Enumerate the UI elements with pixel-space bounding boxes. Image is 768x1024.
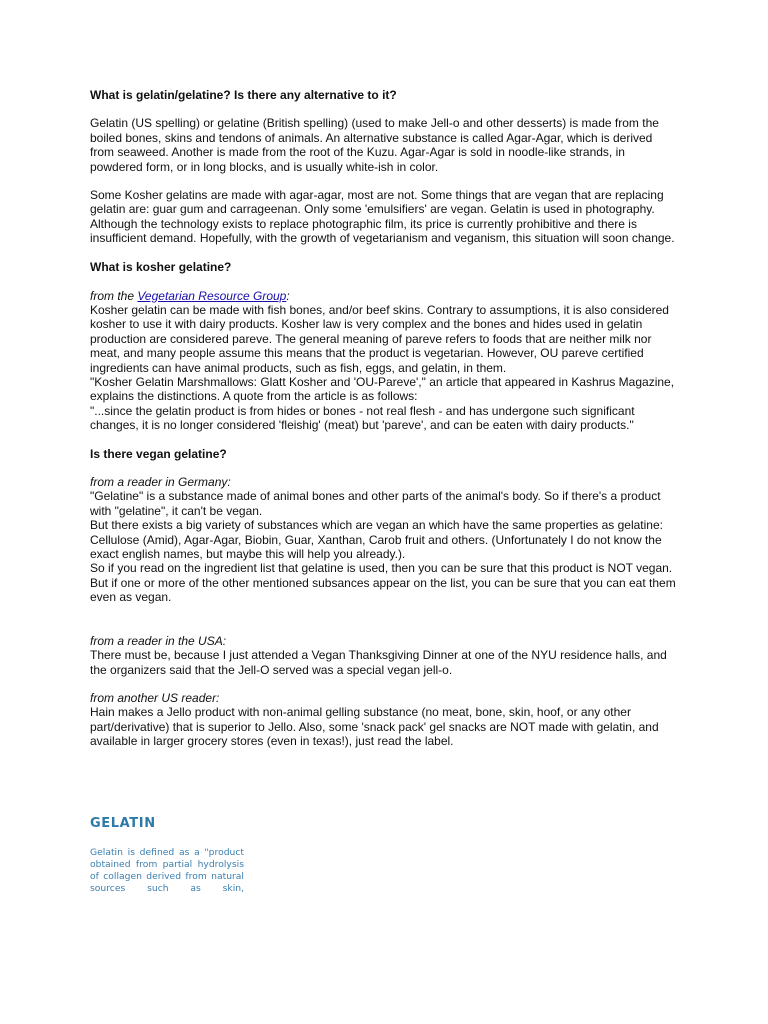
source-suffix: :	[286, 288, 290, 303]
paragraph-kosher-gelatin: Kosher gelatin can be made with fish bones, and/or beef skins. Contrary to assumptions, it is also considered kosher to use it with dairy products. Kosher law is very complex and the bones and hides used in gelatin production are considered pareve. The general meaning of pareve refers to foods that are neither milk nor meat, and many people assume this means that the product is vegetarian. However, OU pareve certified ingredients can have animal products, such as fish, eggs, and gelatin, in them.	[90, 302, 669, 375]
paragraph-kashrus-article: "Kosher Gelatin Marshmallows: Glatt Kosher and 'OU-Pareve'," an article that appeared in Kashrus Magazine, explains the distinctions. A quote from the article is as follows:	[90, 375, 675, 404]
source-another-us-reader: from another US reader:	[90, 690, 220, 705]
gelatin-box-line: Gelatin is defined as a "product	[90, 847, 244, 858]
heading-kosher-gelatine: What is kosher gelatine?	[90, 260, 232, 275]
gelatin-box-line: of collagen derived from natural	[90, 871, 244, 882]
reader-germany-line2: But there exists a big variety of substances which are vegan an which have the same properties as gelatine: Cellulose (Amid), Agar-Agar, Biobin, Guar, Xanthan, Carob fruit and others. (Unfortunately I do not know the exact english names, but maybe this will help you already.).	[90, 518, 663, 562]
gelatin-box-line: sources such as skin,	[90, 883, 244, 894]
source-reader-usa: from a reader in the USA:	[90, 633, 227, 648]
another-us-reader-text: Hain makes a Jello product with non-animal gelling substance (no meat, bone, skin, hoof, or any other part/derivative) that is superior to Jello. Also, some 'snack pack' gel snacks are NOT made with gelatin, and available in larger grocery stores (even in texas!), just read the label.	[90, 705, 659, 749]
reader-germany-line3: So if you read on the ingredient list that gelatine is used, then you can be sure that this product is NOT vegan. But if one or more of the other mentioned subsances appear on the list, you can be sure that you can eat them even as vegan.	[90, 561, 676, 605]
paragraph-kosher-alternatives: Some Kosher gelatins are made with agar-agar, most are not. Some things that are vegan that are replacing gelatin are: guar gum and carrageenan. Only some 'emulsifiers' are vegan. Gelatin is used in photography. Although the technology exists to replace photographic film, its price is currently prohibitive and there is insufficient demand. Hopefully, with the growth of vegetarianism and veganism, this situation will soon change.	[90, 188, 675, 246]
article-body	[90, 88, 678, 749]
source-vrg	[90, 289, 678, 303]
gelatin-box-body	[90, 847, 244, 895]
heading-what-is-gelatin: What is gelatin/gelatine? Is there any alternative to it?	[90, 88, 397, 102]
heading-vegan-gelatine: Is there vegan gelatine?	[90, 446, 227, 461]
vegetarian-resource-group-link[interactable]: Vegetarian Resource Group	[137, 288, 287, 303]
source-reader-germany: from a reader in Germany:	[90, 475, 231, 490]
gelatin-box-title: GELATIN	[90, 816, 156, 831]
paragraph-gelatin-definition: Gelatin (US spelling) or gelatine (British spelling) (used to make Jell-o and other desserts) is made from the boiled bones, skins and tendons of animals. An alternative substance is called Agar-Agar, which is derived from seaweed. Another is made from the root of the Kuzu. Agar-Agar is sold in noodle-like strands, in powdered form, or in long blocks, and is usually white-ish in color.	[90, 116, 659, 174]
source-prefix: from the	[90, 288, 138, 303]
gelatin-box-line: obtained from partial hydrolysis	[90, 859, 244, 870]
reader-usa-text: There must be, because I just attended a Vegan Thanksgiving Dinner at one of the NYU residence halls, and the organizers said that the Jell-O served was a special vegan jell-o.	[90, 648, 667, 677]
reader-germany-line1: "Gelatine" is a substance made of animal bones and other parts of the animal's body. So if there's a product with "gelatine", it can't be vegan.	[90, 489, 661, 518]
paragraph-kashrus-quote: "...since the gelatin product is from hides or bones - not real flesh - and has undergone such significant changes, it is no longer considered 'fleishig' (meat) but 'pareve', and can be eaten with dairy products."	[90, 403, 635, 433]
